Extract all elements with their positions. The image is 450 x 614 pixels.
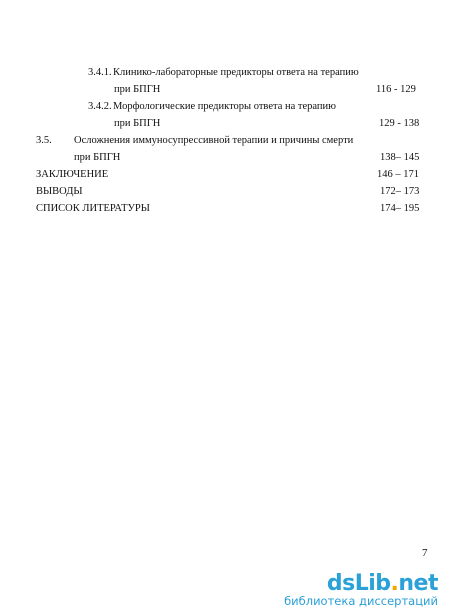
- toc-entry-references-title: СПИСОК ЛИТЕРАТУРЫ: [36, 203, 150, 214]
- toc-entry-3-4-2-pages: 129 - 138: [379, 118, 420, 129]
- toc-entry-3-4-1-title: Клинико-лабораторные предикторы ответа на терапию: [113, 67, 359, 78]
- toc-entry-3-4-2-number: 3.4.2.: [88, 101, 112, 112]
- dslib-tagline: библиотека диссертаций: [284, 594, 438, 608]
- toc-entry-conclusion-pages: 146 – 171: [377, 169, 419, 180]
- toc-entry-3-5-number: 3.5.: [36, 135, 52, 146]
- toc-entry-3-5-pages: 138– 145: [380, 152, 420, 163]
- toc-entry-3-5-title-cont: при БПГН: [74, 152, 121, 163]
- dslib-logo: dsLib.net: [326, 571, 438, 596]
- toc-entry-3-4-2-title-cont: при БПГН: [114, 118, 161, 129]
- toc-entry-3-4-1-pages: 116 - 129: [376, 84, 416, 95]
- toc-entry-conclusion-title: ЗАКЛЮЧЕНИЕ: [36, 169, 109, 180]
- toc-entry-3-4-1-title-cont: при БПГН: [114, 84, 161, 95]
- dslib-watermark: [284, 573, 438, 608]
- toc-entry-findings-title: ВЫВОДЫ: [36, 186, 83, 197]
- toc-entry-references-pages: 174– 195: [380, 203, 420, 214]
- toc-entry-3-4-1-number: 3.4.1.: [88, 67, 112, 78]
- toc-entry-findings-pages: 172– 173: [380, 186, 420, 197]
- toc-entry-3-5-title: Осложнения иммуносупрессивной терапии и причины смерти: [74, 135, 354, 146]
- toc-entry-3-4-2-title: Морфологические предикторы ответа на терапию: [113, 101, 336, 112]
- page-number: 7: [422, 547, 428, 559]
